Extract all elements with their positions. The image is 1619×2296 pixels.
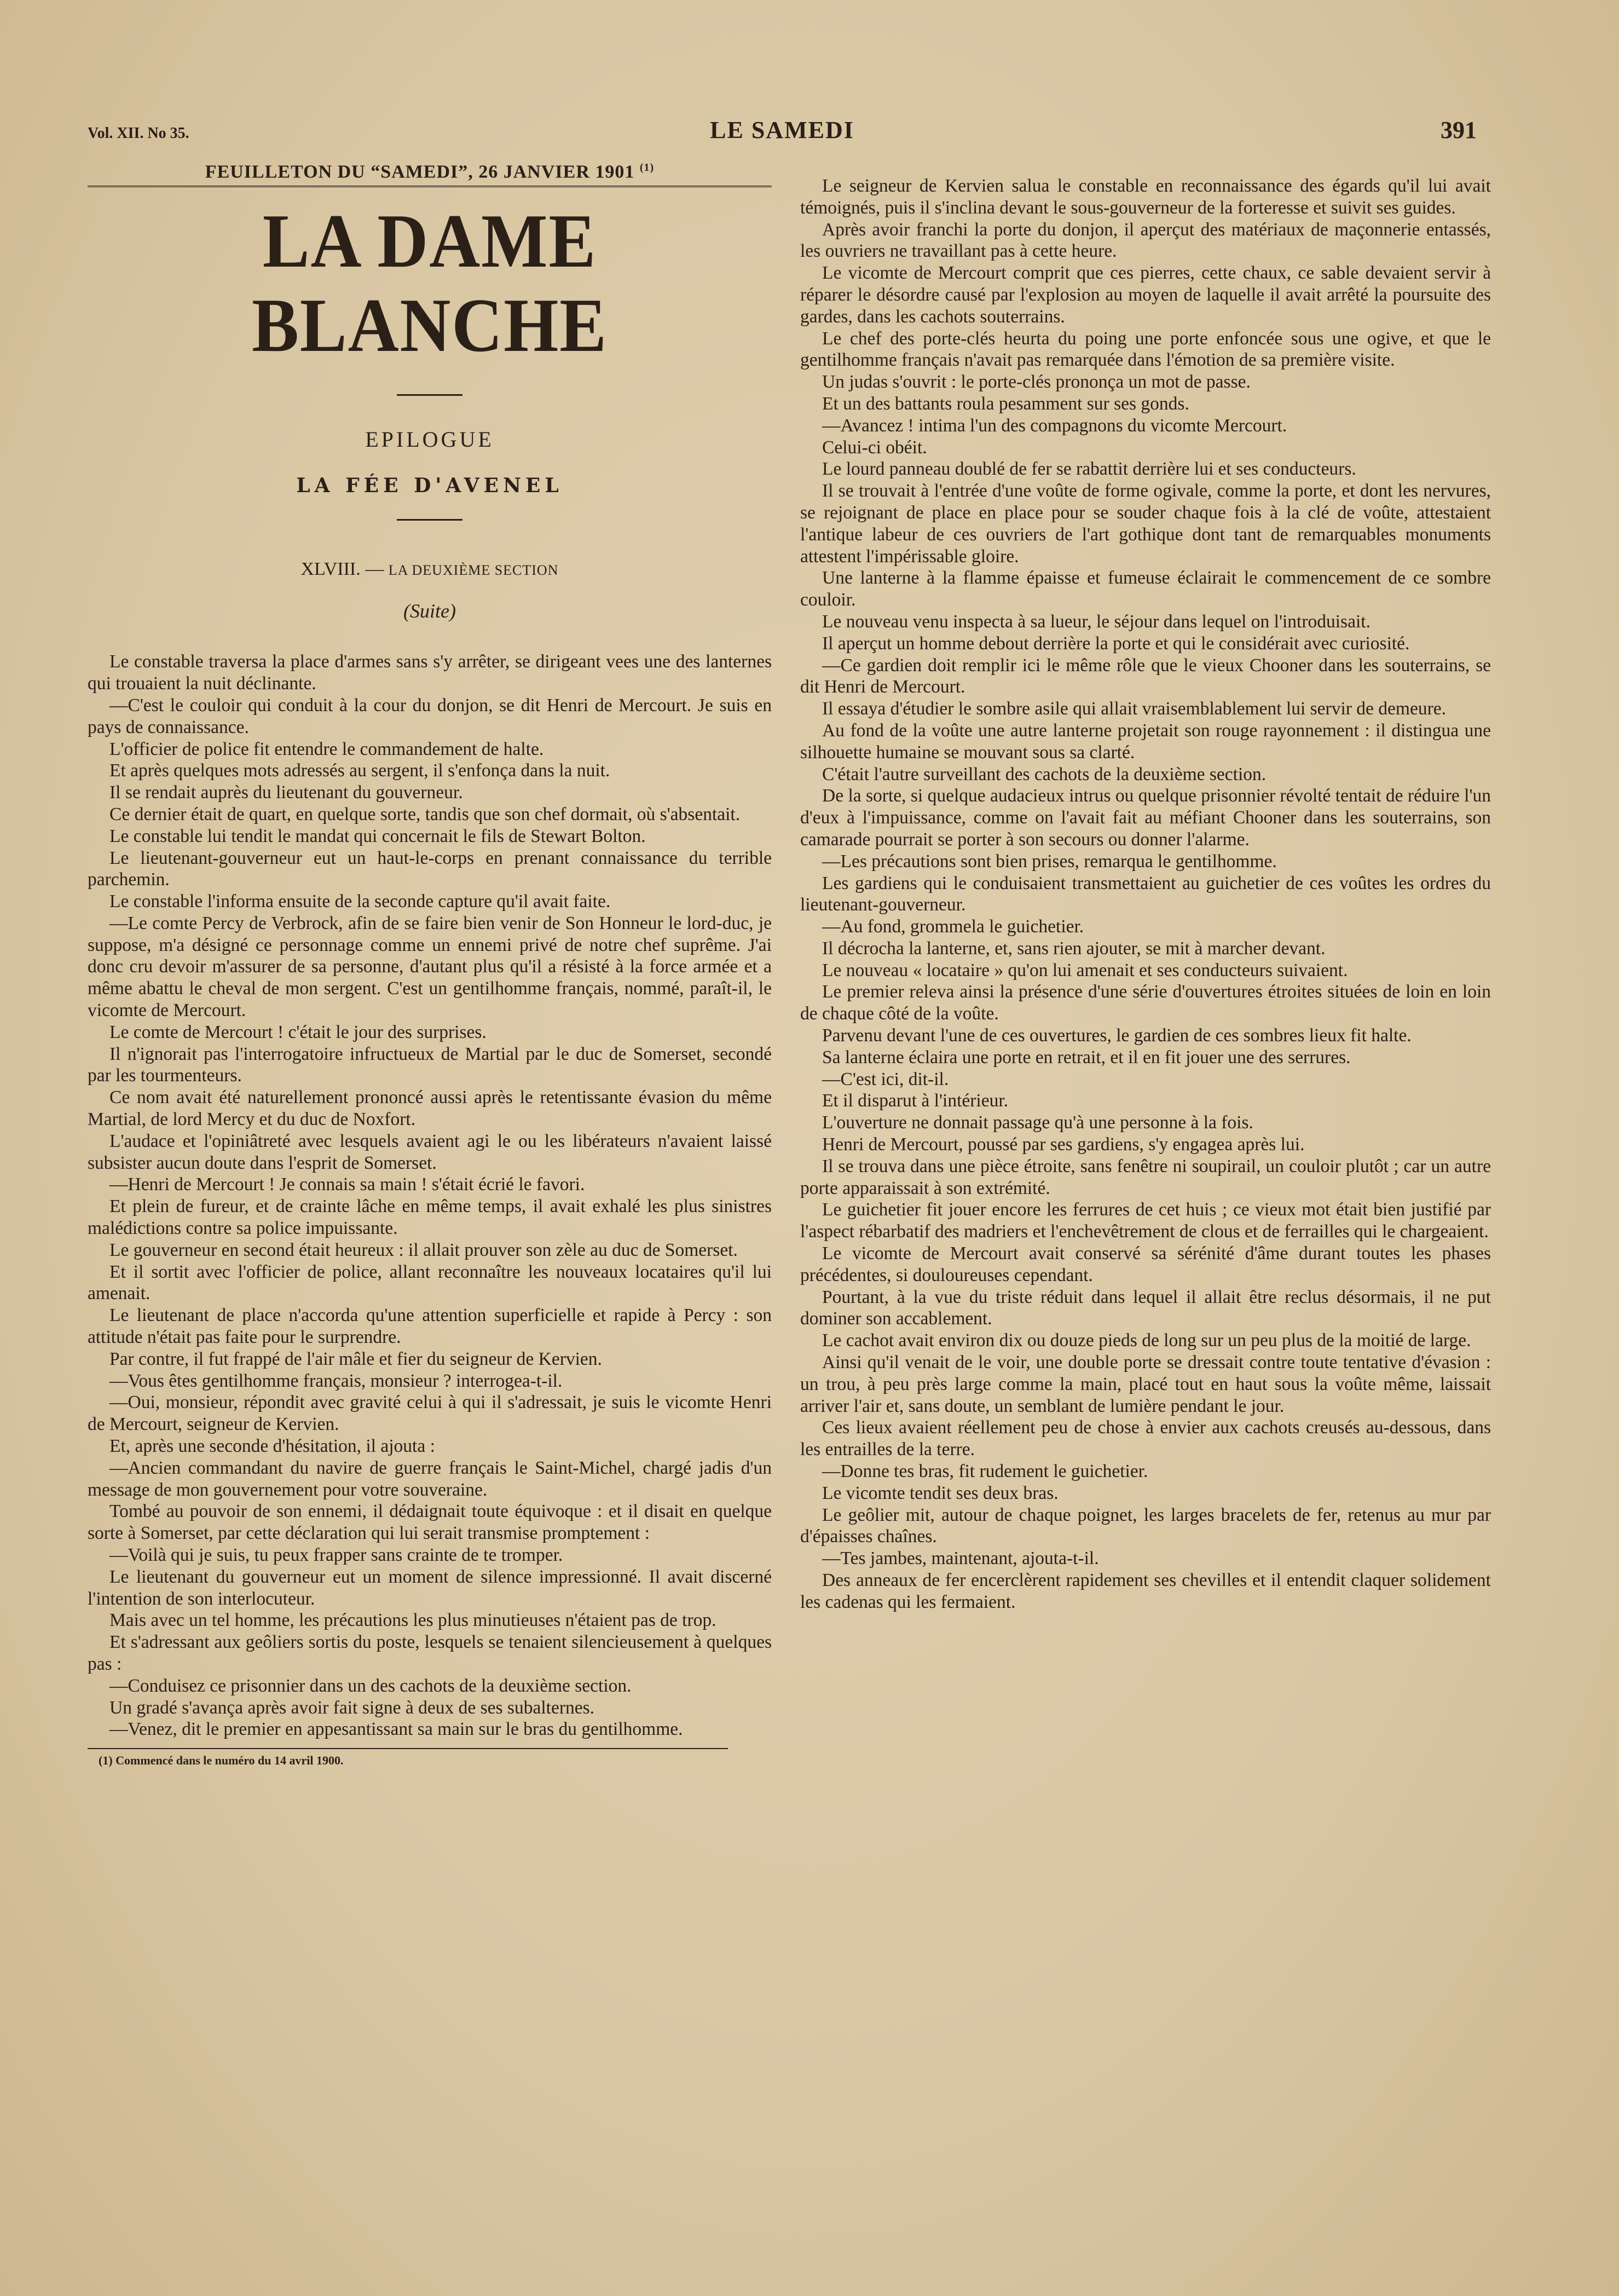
paragraph: —Vous êtes gentilhomme français, monsieur ? interrogea-t-il.: [109, 1370, 563, 1391]
paragraph: L'audace et l'opiniâtreté avec lesquels avaient agi le ou les libérateurs n'avaient laissé subsister aucun doute dans l'esprit de Somerset.: [88, 1130, 772, 1173]
paragraph: Le lieutenant de place n'accorda qu'une attention superficielle et rapide à Percy : son attitude n'était pas faite pour le surprendre.: [88, 1305, 772, 1348]
paragraph: —Avancez ! intima l'un des compagnons du vicomte Mercourt.: [822, 415, 1287, 436]
paragraph: —Henri de Mercourt ! Je connais sa main ! s'était écrié le favori.: [109, 1174, 585, 1195]
paragraph: Une lanterne à la flamme épaisse et fumeuse éclairait le commencement de ce sombre couloir.: [800, 568, 1491, 610]
paragraph: —Conduisez ce prisonnier dans un des cachots de la deuxième section.: [109, 1675, 632, 1696]
paragraph: De la sorte, si quelque audacieux intrus ou quelque prisonnier révolté tentait de réduire l'un d'eux à l'impuissance, comme on l'avait fait au méfiant Chooner dans les souterrains, son camarade pourrait se porter à son secours ou donner l'alarme.: [800, 786, 1491, 850]
paragraph: Le vicomte tendit ses deux bras.: [822, 1482, 1059, 1503]
paragraph: Le comte de Mercourt ! c'était le jour des surprises.: [109, 1022, 487, 1042]
story-title: LA DAME BLANCHE: [252, 199, 608, 368]
paragraph: Le chef des porte-clés heurta du poing une porte enfoncée sous une ogive, et que le gentilhomme français n'avait pas remarquée dans l'émotion de sa première visite.: [800, 328, 1491, 371]
right-text: [800, 175, 1491, 1613]
paragraph: Henri de Mercourt, poussé par ses gardiens, s'y engagea après lui.: [822, 1134, 1305, 1155]
paragraph: —C'est ici, dit-il.: [822, 1069, 949, 1089]
paragraph: L'officier de police fit entendre le commandement de halte.: [109, 739, 544, 759]
paragraph: Le geôlier mit, autour de chaque poignet, les larges bracelets de fer, retenus au mur par d'épaisses chaînes.: [800, 1504, 1491, 1547]
page-number: 391: [1441, 117, 1477, 143]
paragraph: Le constable l'informa ensuite de la seconde capture qu'il avait faite.: [109, 891, 611, 912]
paragraph: Et, après une seconde d'hésitation, il ajouta :: [109, 1436, 435, 1457]
paragraph: Ces lieux avaient réellement peu de chose à envier aux cachots creusés au-dessous, dans les entrailles de la terre.: [800, 1417, 1491, 1460]
paragraph: Un gradé s'avança après avoir fait signe à deux de ses subalternes.: [109, 1697, 594, 1718]
right-column: [800, 175, 1491, 1613]
paragraph: Le lieutenant du gouverneur eut un moment de silence impressionné. Il avait discerné l'intention de son interlocuteur.: [88, 1566, 772, 1609]
paragraph: —Le comte Percy de Verbrock, afin de se faire bien venir de Son Honneur le lord-duc, je suppose, m'a désigné ce personnage comme un ennemi privé de notre chef suprême. J'ai donc cru devoir m'assurer de sa personne, d'autant plus qu'il a résisté à la force armée et a même abattu le cheval de mon sergent. C'est un gentilhomme français, nommé, paraît-il, le vicomte de Mercourt.: [88, 913, 772, 1021]
paragraph: Ainsi qu'il venait de le voir, une double porte se dressait contre toute tentative d'évasion : un trou, à peu près large comme la main, placé tout en haut sous la voûte même, laissait arriver l'air et, sans doute, un semblant de lumière pendant le jour.: [800, 1352, 1491, 1416]
paragraph: Le lourd panneau doublé de fer se rabattit derrière lui et ses conducteurs.: [822, 459, 1356, 480]
paragraph: Après avoir franchi la porte du donjon, il aperçut des matériaux de maçonnerie entassés, les ouvriers ne travaillant pas à cette heure.: [800, 219, 1491, 262]
paragraph: —Venez, dit le premier en appesantissant sa main sur le bras du gentilhomme.: [109, 1719, 683, 1740]
paragraph: Pourtant, à la vue du triste réduit dans lequel il allait être reclus désormais, il ne put dominer son accablement.: [800, 1287, 1491, 1329]
paragraph: Et il sortit avec l'officier de police, allant reconnaître les nouveaux locataires qu'il lui amenait.: [88, 1261, 772, 1304]
left-column: [88, 161, 772, 1768]
suite-label: (Suite): [403, 600, 456, 622]
paragraph: —Donne tes bras, fit rudement le guichetier.: [822, 1461, 1148, 1482]
paragraph: —Oui, monsieur, répondit avec gravité celui à qui il s'adressait, je suis le vicomte Henri de Mercourt, seigneur de Kervien.: [88, 1392, 772, 1435]
paragraph: Et un des battants roula pesamment sur ses gonds.: [822, 393, 1189, 414]
divider: [397, 519, 462, 521]
paragraph: Le guichetier fit jouer encore les ferrures de cet huis ; ce vieux mot était bien justifié par l'aspect rébarbatif des madriers et l'enchevêtrement de clous et de ferrailles qui le chargeaient.: [800, 1199, 1491, 1242]
paragraph: Le gouverneur en second était heureux : il allait prouver son zèle au duc de Somerset.: [109, 1239, 738, 1260]
paragraph: Le vicomte de Mercourt avait conservé sa sérénité d'âme durant toutes les phases précédentes, si douloureuses cependant.: [800, 1243, 1491, 1285]
paragraph: Et plein de fureur, et de crainte lâche en même temps, il avait exhalé les plus sinistres malédictions contre sa police impuissante.: [88, 1196, 772, 1239]
paragraph: Sa lanterne éclaira une porte en retrait, et il en fit jouer une des serrures.: [822, 1047, 1351, 1068]
paragraph: —Les précautions sont bien prises, remarqua le gentilhomme.: [822, 851, 1277, 872]
paragraph: —Ce gardien doit remplir ici le même rôle que le vieux Chooner dans les souterrains, se dit Henri de Mercourt.: [800, 655, 1491, 697]
paragraph: Il décrocha la lanterne, et, sans rien ajouter, se mit à marcher devant.: [822, 938, 1326, 959]
paragraph: Un judas s'ouvrit : le porte-clés prononça un mot de passe.: [822, 372, 1251, 393]
paragraph: Il aperçut un homme debout derrière la porte et qui le considérait avec curiosité.: [822, 633, 1410, 654]
feuilleton-line: [88, 161, 772, 187]
paragraph: Le lieutenant-gouverneur eut un haut-le-corps en prenant connaissance du terrible parchemin.: [88, 847, 772, 890]
volume-number: Vol. XII. No 35.: [88, 125, 189, 142]
footnote: (1) Commencé dans le numéro du 14 avril 1900.: [99, 1753, 344, 1768]
paragraph: Le seigneur de Kervien salua le constable en reconnaissance des égards qu'il lui avait témoignés, puis il s'inclina devant le sous-gouverneur de la forteresse et suivit ses guides.: [800, 176, 1491, 218]
paragraph: —Ancien commandant du navire de guerre français le Saint-Michel, chargé jadis d'un message de mon gouvernement pour votre souveraine.: [88, 1457, 772, 1500]
paragraph: —Au fond, grommela le guichetier.: [822, 916, 1084, 937]
paragraph: Ce dernier était de quart, en quelque sorte, tandis que son chef dormait, où s'absentait.: [109, 804, 741, 824]
paragraph: Et il disparut à l'intérieur.: [822, 1091, 1009, 1111]
chapter-name: LA DEUXIÈME SECTION: [388, 562, 559, 579]
paragraph: Il n'ignorait pas l'interrogatoire infructueux de Martial par le duc de Somerset, secondé par les tourmenteurs.: [88, 1043, 772, 1086]
paragraph: Il se trouva dans une pièce étroite, sans fenêtre ni soupirail, un couloir plutôt ; car un autre porte apparaissait à son extrémité.: [800, 1156, 1491, 1198]
paragraph: Mais avec un tel homme, les précautions les plus minutieuses n'étaient pas de trop.: [109, 1610, 716, 1631]
journal-name: LE SAMEDI: [710, 117, 854, 143]
paragraph: Et après quelques mots adressés au sergent, il s'enfonça dans la nuit.: [109, 760, 610, 781]
paragraph: Il se rendait auprès du lieutenant du gouverneur.: [109, 782, 463, 803]
paragraph: Tombé au pouvoir de son ennemi, il dédaignait toute équivoque : et il disait en quelque sorte à Somerset, par cette déclaration qui lui serait transmise promptement :: [88, 1501, 772, 1544]
epilogue-heading: EPILOGUE: [365, 427, 494, 452]
paragraph: —C'est le couloir qui conduit à la cour du donjon, se dit Henri de Mercourt. Je suis en pays de connaissance.: [88, 695, 772, 737]
paragraph: Ce nom avait été naturellement prononcé aussi après le retentissante évasion du même Martial, de lord Mercy et du duc de Noxfort.: [88, 1087, 772, 1130]
paragraph: Il essaya d'étudier le sombre asile qui allait vraisemblablement lui servir de demeure.: [822, 699, 1446, 719]
left-text: [88, 651, 772, 1740]
paragraph: Le nouveau venu inspecta à sa lueur, le séjour dans lequel on l'introduisait.: [822, 611, 1371, 632]
paragraph: L'ouverture ne donnait passage qu'à une personne à la fois.: [822, 1112, 1253, 1133]
part-subtitle: LA FÉE D'AVENEL: [296, 474, 563, 498]
chapter-number: XLVIII. —: [300, 559, 384, 580]
paragraph: Par contre, il fut frappé de l'air mâle et fier du seigneur de Kervien.: [109, 1348, 602, 1369]
paragraph: Et s'adressant aux geôliers sortis du poste, lesquels se tenaient silencieusement à quelques pas :: [88, 1632, 772, 1674]
paragraph: Au fond de la voûte une autre lanterne projetait son rouge rayonnement : il distingua une silhouette humaine se mouvant sous sa clarté.: [800, 720, 1491, 763]
paragraph: Des anneaux de fer encerclèrent rapidement ses chevilles et il entendit claquer solidement les cadenas qui les fermaient.: [800, 1570, 1491, 1612]
feuilleton-note-mark: (1): [639, 161, 655, 174]
paragraph: —Voilà qui je suis, tu peux frapper sans crainte de te tromper.: [109, 1545, 563, 1565]
paragraph: Le vicomte de Mercourt comprit que ces pierres, cette chaux, ce sable devaient servir à réparer le désordre causé par l'explosion au moyen de laquelle il avait arrêté la poursuite des gardes, dans les cachots souterrains.: [800, 263, 1491, 327]
footnote-divider: [88, 1748, 728, 1749]
paragraph: Le nouveau « locataire » qu'on lui amenait et ses conducteurs suivaient.: [822, 960, 1348, 980]
running-head: [88, 116, 1477, 149]
paragraph: Le constable traversa la place d'armes sans s'y arrêter, se dirigeant vees une des lanternes qui trouaient la nuit déclinante.: [88, 651, 772, 694]
chapter-heading: [88, 559, 772, 580]
paragraph: Le constable lui tendit le mandat qui concernait le fils de Stewart Bolton.: [109, 826, 646, 846]
feuilleton-text: FEUILLETON DU “SAMEDI”, 26 JANVIER 1901: [205, 161, 635, 182]
paragraph: Il se trouvait à l'entrée d'une voûte de forme ogivale, comme la porte, et dont les nervures, se rejoignant de place en place pour se souder chaque fois à la clé de voûte, attestaient l'antique labeur de ces ouvriers de l'art gothique dont tant de remarquables monuments attestent l'impérissable gloire.: [800, 481, 1491, 567]
paragraph: C'était l'autre surveillant des cachots de la deuxième section.: [822, 764, 1267, 784]
paragraph: —Tes jambes, maintenant, ajouta-t-il.: [822, 1548, 1099, 1569]
paragraph: Parvenu devant l'une de ces ouvertures, le gardien de ces sombres lieux fit halte.: [822, 1025, 1412, 1046]
paragraph: Le premier releva ainsi la présence d'une série d'ouvertures étroites situées de loin en loin de chaque côté de la voûte.: [800, 982, 1491, 1024]
paragraph: Les gardiens qui le conduisaient transmettaient au guichetier de ces voûtes les ordres du lieutenant-gouverneur.: [800, 873, 1491, 915]
paragraph: Celui-ci obéit.: [822, 437, 927, 458]
divider: [397, 394, 462, 396]
paragraph: Le cachot avait environ dix ou douze pieds de long sur un peu plus de la moitié de large.: [822, 1330, 1471, 1351]
